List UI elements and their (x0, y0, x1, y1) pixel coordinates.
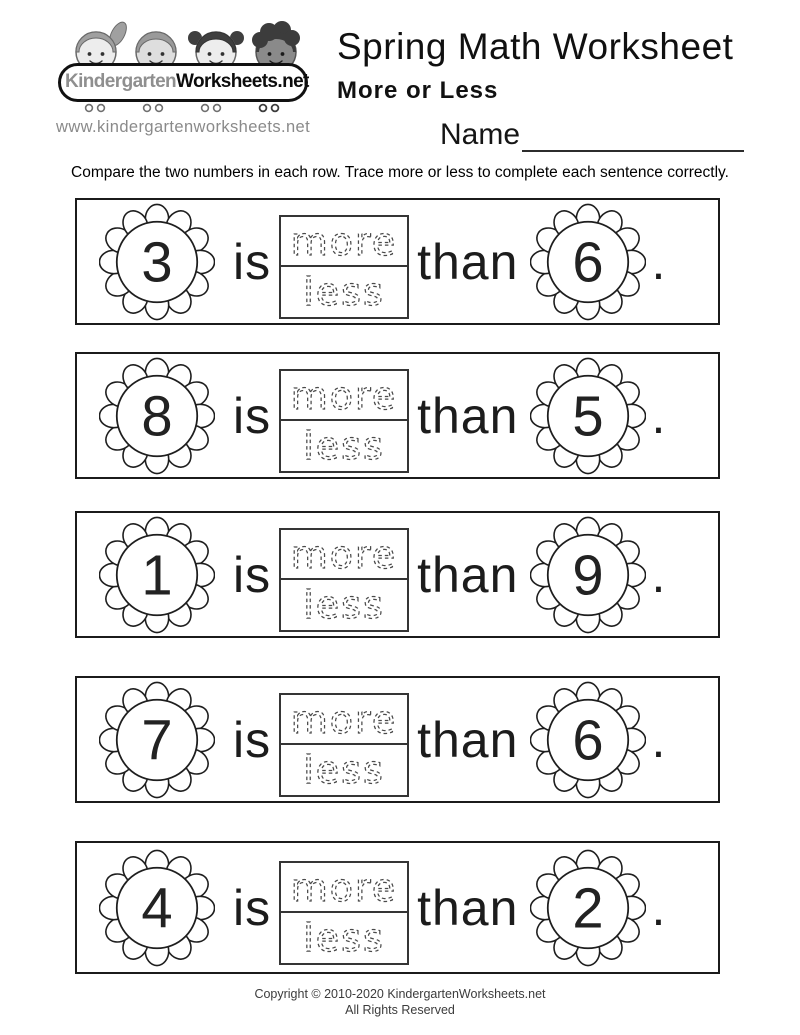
word-is: is (233, 711, 272, 768)
sentence-period: . (651, 879, 666, 936)
trace-more-cell[interactable] (281, 217, 407, 267)
flower-icon (530, 680, 646, 800)
trace-box (279, 861, 409, 965)
flower-number: 3 (141, 230, 173, 294)
sentence-period: . (651, 233, 666, 290)
page-subtitle: More or Less (337, 77, 499, 104)
word-than: than (417, 233, 519, 290)
trace-less-cell[interactable] (281, 580, 407, 630)
logo-text-black: Worksheets.net (176, 71, 309, 92)
flower-icon (530, 202, 646, 322)
footer (0, 986, 800, 1018)
trace-word-more: more (290, 865, 398, 910)
worksheet-row-1 (75, 198, 720, 325)
trace-word-more: more (290, 697, 398, 742)
instruction-text: Compare the two numbers in each row. Trace more or less to complete each sentence correctly. (71, 164, 729, 181)
flower-number: 2 (572, 876, 605, 940)
copyright-line: Copyright © 2010-2020 KindergartenWorksheets.net (254, 987, 546, 1001)
word-than: than (417, 387, 519, 444)
flower-number: 9 (572, 543, 605, 607)
worksheet-rows (75, 198, 720, 974)
flower-number: 1 (141, 543, 173, 607)
flower-icon (99, 202, 215, 322)
flower-number: 8 (141, 384, 173, 448)
worksheet-row-4 (75, 676, 720, 803)
flower-number: 7 (141, 708, 173, 772)
word-than: than (417, 546, 519, 603)
trace-box (279, 693, 409, 797)
trace-word-less: less (303, 423, 385, 468)
word-than: than (417, 711, 519, 768)
name-input-line[interactable] (522, 120, 744, 152)
trace-more-cell[interactable] (281, 530, 407, 580)
name-row (440, 118, 744, 152)
flower-icon (99, 848, 215, 968)
trace-box (279, 215, 409, 319)
flower-number: 5 (572, 384, 605, 448)
word-than: than (417, 879, 519, 936)
worksheet-row-3 (75, 511, 720, 638)
trace-more-cell[interactable] (281, 371, 407, 421)
flower-number: 4 (141, 876, 173, 940)
trace-less-cell[interactable] (281, 267, 407, 317)
flower-number: 6 (572, 708, 605, 772)
trace-word-less: less (303, 582, 385, 627)
trace-more-cell[interactable] (281, 863, 407, 913)
trace-less-cell[interactable] (281, 913, 407, 963)
name-label: Name (440, 118, 521, 151)
trace-word-less: less (303, 269, 385, 314)
trace-box (279, 528, 409, 632)
flower-icon (99, 356, 215, 476)
sentence-period: . (651, 387, 666, 444)
trace-word-more: more (290, 219, 398, 264)
site-logo (56, 12, 310, 137)
logo-text-gray: Kindergarten (65, 71, 177, 92)
trace-less-cell[interactable] (281, 745, 407, 795)
trace-more-cell[interactable] (281, 695, 407, 745)
page-title: Spring Math Worksheet (337, 26, 734, 67)
flower-icon (99, 680, 215, 800)
trace-box (279, 369, 409, 473)
trace-word-more: more (290, 373, 398, 418)
logo-url: www.kindergartenworksheets.net (56, 118, 311, 136)
trace-less-cell[interactable] (281, 421, 407, 471)
flower-number: 6 (572, 230, 605, 294)
word-is: is (233, 879, 272, 936)
word-is: is (233, 546, 272, 603)
flower-icon (530, 515, 646, 635)
sentence-period: . (651, 711, 666, 768)
trace-word-less: less (303, 915, 385, 960)
trace-word-less: less (303, 747, 385, 792)
worksheet-row-5 (75, 841, 720, 974)
word-is: is (233, 387, 272, 444)
flower-icon (530, 356, 646, 476)
worksheet-row-2 (75, 352, 720, 479)
flower-icon (530, 848, 646, 968)
title-block (337, 26, 733, 105)
trace-word-more: more (290, 532, 398, 577)
rights-line: All Rights Reserved (345, 1003, 455, 1017)
kids-feet-icon (63, 100, 303, 114)
word-is: is (233, 233, 272, 290)
flower-icon (99, 515, 215, 635)
sentence-period: . (651, 546, 666, 603)
logo-banner (58, 63, 308, 102)
